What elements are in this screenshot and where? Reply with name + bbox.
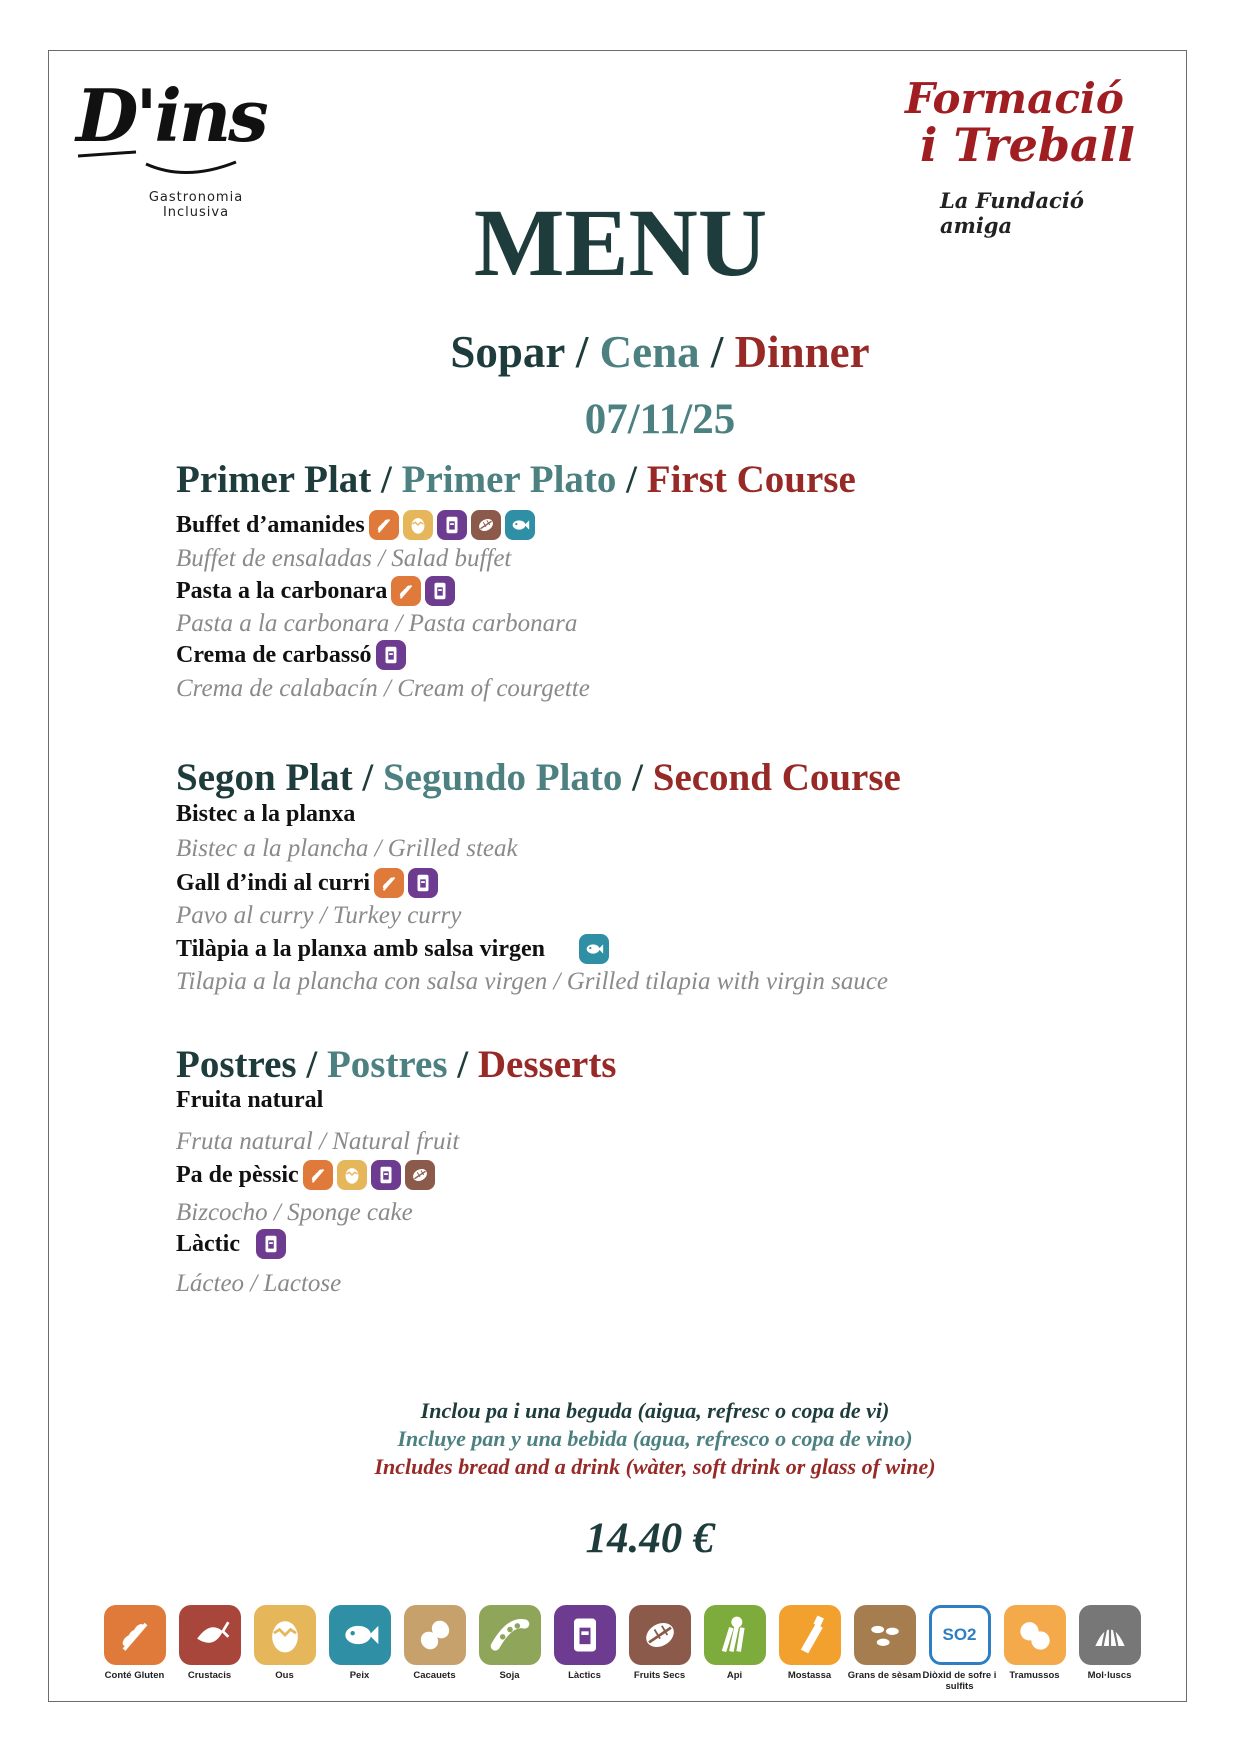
dairy-icon bbox=[371, 1160, 401, 1190]
dish-name: Pa de pèssic bbox=[176, 1162, 299, 1188]
legend-label: Conté Gluten bbox=[104, 1670, 165, 1681]
menu-date: 07/11/25 bbox=[584, 396, 736, 443]
separator: / bbox=[371, 458, 402, 501]
lupin-icon bbox=[1004, 1605, 1066, 1665]
fish-icon bbox=[505, 510, 535, 540]
dish-allergen-icons bbox=[369, 510, 535, 540]
menu-price: 14.40 € bbox=[585, 1515, 715, 1562]
dairy-icon bbox=[425, 576, 455, 606]
mustard-icon bbox=[779, 1605, 841, 1665]
legend-label: Tramussos bbox=[1009, 1670, 1060, 1681]
legend-item bbox=[322, 1605, 397, 1681]
dish-translation: Pasta a la carbonara / Pasta carbonara bbox=[176, 610, 578, 637]
dish-name: Buffet d’amanides bbox=[176, 512, 365, 538]
dish-name-row bbox=[176, 576, 455, 606]
dish-translation: Fruta natural / Natural fruit bbox=[176, 1128, 460, 1155]
dish-name: Crema de carbassó bbox=[176, 642, 372, 668]
dish-allergen-icons bbox=[303, 1160, 435, 1190]
fish-icon bbox=[579, 934, 609, 964]
dish-allergen-icons bbox=[391, 576, 455, 606]
dish-name-row bbox=[176, 802, 359, 826]
fish-icon bbox=[329, 1605, 391, 1665]
dish-name-row bbox=[176, 1229, 286, 1259]
legend-label: Làctics bbox=[568, 1670, 601, 1681]
section-heading bbox=[176, 1045, 617, 1084]
legend-item bbox=[247, 1605, 322, 1681]
dish-translation: Buffet de ensaladas / Salad buffet bbox=[176, 545, 512, 572]
nuts-icon bbox=[405, 1160, 435, 1190]
egg-icon bbox=[254, 1605, 316, 1665]
section-title-english: Desserts bbox=[477, 1043, 617, 1086]
dish-name: Fruita natural bbox=[176, 1087, 324, 1113]
dish-name-row bbox=[176, 640, 406, 670]
molluscs-icon bbox=[1079, 1605, 1141, 1665]
dish-allergen-icons bbox=[376, 640, 406, 670]
soy-icon bbox=[479, 1605, 541, 1665]
section-title-spanish: Segundo Plato bbox=[382, 756, 623, 799]
gluten-icon bbox=[374, 868, 404, 898]
legend-item bbox=[922, 1605, 997, 1692]
gluten-icon bbox=[303, 1160, 333, 1190]
egg-icon bbox=[337, 1160, 367, 1190]
gluten-icon bbox=[391, 576, 421, 606]
allergen-legend bbox=[97, 1605, 1177, 1700]
nuts-icon bbox=[629, 1605, 691, 1665]
legend-label: Peix bbox=[349, 1670, 370, 1681]
crustaceans-icon bbox=[179, 1605, 241, 1665]
separator: / bbox=[296, 1043, 327, 1086]
legend-label: Mostassa bbox=[787, 1670, 832, 1681]
legend-item bbox=[847, 1605, 922, 1681]
legend-item bbox=[97, 1605, 172, 1681]
celery-icon bbox=[704, 1605, 766, 1665]
peanut-icon bbox=[404, 1605, 466, 1665]
section-title-english: First Course bbox=[646, 458, 856, 501]
dish-name-row bbox=[176, 868, 438, 898]
legend-label: Ous bbox=[275, 1670, 294, 1681]
legend-item bbox=[772, 1605, 847, 1681]
dairy-icon bbox=[408, 868, 438, 898]
dish-allergen-icons bbox=[579, 934, 609, 964]
page-title: MENU bbox=[473, 189, 768, 296]
section-title-catalan: Segon Plat bbox=[176, 756, 353, 799]
legend-label: Diòxid de sofre i sulfits bbox=[922, 1670, 997, 1692]
legend-item bbox=[622, 1605, 697, 1681]
dairy-icon bbox=[376, 640, 406, 670]
legend-item bbox=[472, 1605, 547, 1681]
dish-translation: Lácteo / Lactose bbox=[176, 1270, 342, 1297]
sulphites-icon: SO2 bbox=[929, 1605, 991, 1665]
dish-translation: Tilapia a la plancha con salsa virgen / Grilled tilapia with virgin sauce bbox=[176, 968, 889, 995]
dish-name-row bbox=[176, 510, 535, 540]
dish-allergen-icons bbox=[374, 868, 438, 898]
legend-label: Fruits Secs bbox=[633, 1670, 686, 1681]
separator: / bbox=[447, 1043, 478, 1086]
legend-label: Crustacis bbox=[187, 1670, 232, 1681]
dish-name: Gall d’indi al curri bbox=[176, 870, 371, 896]
legend-item bbox=[397, 1605, 472, 1681]
dairy-icon bbox=[256, 1229, 286, 1259]
formacio-logo-line1: Formació bbox=[905, 74, 1124, 123]
dish-translation: Bizcocho / Sponge cake bbox=[176, 1199, 413, 1226]
legend-label: Grans de sèsam bbox=[847, 1670, 922, 1681]
formacio-logo-line2: i Treball bbox=[920, 118, 1135, 172]
legend-label: Cacauets bbox=[413, 1670, 456, 1681]
formacio-logo-tagline: La Fundació amiga bbox=[940, 188, 1084, 238]
section-title-english: Second Course bbox=[652, 756, 901, 799]
dish-name: Tilàpia a la planxa amb salsa virgen bbox=[176, 936, 545, 962]
section-title-catalan: Postres bbox=[176, 1043, 297, 1086]
gluten-icon bbox=[369, 510, 399, 540]
note-spanish: Incluye pan y una bebida (agua, refresco o copa de vino) bbox=[397, 1426, 913, 1451]
legend-item bbox=[997, 1605, 1072, 1681]
gluten-icon bbox=[104, 1605, 166, 1665]
sesame-icon bbox=[854, 1605, 916, 1665]
dish-name: Pasta a la carbonara bbox=[176, 578, 388, 604]
nuts-icon bbox=[471, 510, 501, 540]
dish-translation: Crema de calabacín / Cream of courgette bbox=[176, 675, 590, 702]
dish-allergen-icons bbox=[256, 1229, 286, 1259]
dins-logo-wordmark: D'ins bbox=[76, 73, 266, 158]
meal-heading: Sopar / Cena / Dinner bbox=[450, 327, 870, 377]
dairy-icon bbox=[554, 1605, 616, 1665]
note-catalan: Inclou pa i una beguda (aigua, refresc o copa de vi) bbox=[420, 1398, 890, 1423]
legend-item bbox=[547, 1605, 622, 1681]
dish-name-row bbox=[176, 1088, 327, 1112]
separator: / bbox=[352, 756, 383, 799]
dish-name: Làctic bbox=[176, 1231, 240, 1257]
dish-name: Bistec a la planxa bbox=[176, 801, 356, 827]
section-heading bbox=[176, 758, 901, 797]
legend-label: Mol·luscs bbox=[1087, 1670, 1132, 1681]
dish-name-row bbox=[176, 1160, 435, 1190]
separator: / bbox=[616, 458, 647, 501]
dins-logo-subtitle: Gastronomia Inclusiva bbox=[148, 190, 244, 220]
legend-label: Api bbox=[726, 1670, 743, 1681]
dins-logo-swoosh bbox=[76, 142, 286, 182]
separator: / bbox=[622, 756, 653, 799]
legend-label: Soja bbox=[499, 1670, 520, 1681]
section-title-spanish: Postres bbox=[326, 1043, 448, 1086]
dairy-icon bbox=[437, 510, 467, 540]
legend-item bbox=[1072, 1605, 1147, 1681]
dish-name-row bbox=[176, 934, 609, 964]
note-english: Includes bread and a drink (wàter, soft drink or glass of wine) bbox=[374, 1454, 936, 1479]
section-title-spanish: Primer Plato bbox=[401, 458, 617, 501]
section-title-catalan: Primer Plat bbox=[176, 458, 372, 501]
dish-translation: Pavo al curry / Turkey curry bbox=[176, 902, 462, 929]
legend-item bbox=[172, 1605, 247, 1681]
legend-item bbox=[697, 1605, 772, 1681]
egg-icon bbox=[403, 510, 433, 540]
section-heading bbox=[176, 460, 856, 499]
dish-translation: Bistec a la plancha / Grilled steak bbox=[176, 835, 518, 862]
